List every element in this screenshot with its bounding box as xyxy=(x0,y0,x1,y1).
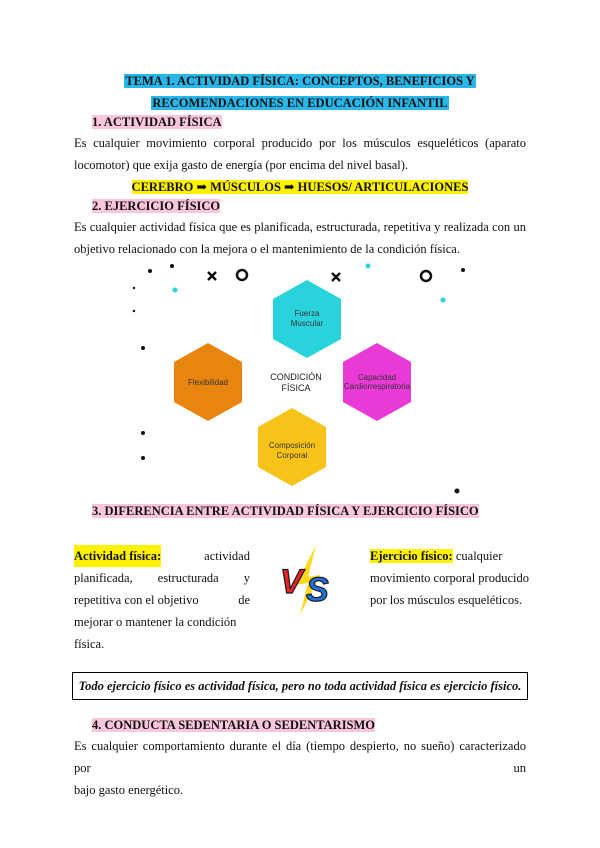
title-line-2: RECOMENDACIONES EN EDUCACIÓN INFANTIL xyxy=(152,96,448,110)
center-label-1: CONDICIÓN xyxy=(270,372,322,382)
section-4-heading: 4. CONDUCTA SEDENTARIA O SEDENTARISMO xyxy=(92,718,376,732)
hex-top-label-2: Muscular xyxy=(290,319,324,328)
dot xyxy=(455,489,460,494)
svg-text:S: S xyxy=(306,571,329,609)
chain-text: CEREBRO ➡ MÚSCULOS ➡ HUESOS/ ARTICULACIONES xyxy=(131,180,469,194)
section-1-heading: 1. ACTIVIDAD FÍSICA xyxy=(92,115,222,129)
dot xyxy=(141,431,145,435)
conclusion-text: Todo ejercicio físico es actividad física, pero no toda actividad física es ejercicio físico. xyxy=(78,679,522,693)
section-4-paragraph xyxy=(74,735,526,801)
dot xyxy=(461,268,465,272)
ring-icon xyxy=(237,270,247,280)
cross-icon xyxy=(208,272,216,280)
cross-icon xyxy=(332,273,340,281)
hex-right-label-2: Cardiorrespiratoria xyxy=(343,382,411,391)
chain-line xyxy=(0,176,600,198)
section-4-line-2: bajo gasto energético. xyxy=(74,783,184,797)
diagram-svg xyxy=(130,258,470,498)
ejercicio-fisico-label: Ejercicio físico: xyxy=(370,549,453,563)
vs-icon xyxy=(278,545,344,615)
section-3-heading: 3. DIFERENCIA ENTRE ACTIVIDAD FÍSICA Y EJERCICIO FÍSICO xyxy=(92,504,479,518)
dot xyxy=(133,310,135,312)
dot xyxy=(141,456,145,460)
section-1-line-2: locomotor) que exija gasto de energía (por encima del nivel basal). xyxy=(74,158,409,172)
section-1-paragraph xyxy=(74,132,526,176)
ejercicio-fisico-definition: Ejercicio físico: cualquier movimiento corporal producido por los músculos esqueléticos. xyxy=(370,549,529,607)
dot xyxy=(366,264,371,269)
section-4-line-1: Es cualquier comportamiento durante el día (tiempo despierto, no sueño) caracterizado por un xyxy=(74,739,526,775)
dot xyxy=(170,264,174,268)
dot xyxy=(173,288,178,293)
ring-icon xyxy=(421,271,431,281)
hex-left-label: Flexibilidad xyxy=(187,378,229,387)
hex-bottom-label-1: Composición xyxy=(268,441,316,450)
actividad-fisica-definition: Actividad física: actividad planificada, estructurada y repetitiva con el objetivo de mejorar o mantener la condición física. xyxy=(74,545,250,655)
svg-text:V: V xyxy=(280,563,303,601)
section-2-line-1: Es cualquier actividad física que es planificada, estructurada, repetitiva y realizada con un xyxy=(74,220,526,234)
conclusion-box xyxy=(72,672,528,700)
title-line-1: TEMA 1. ACTIVIDAD FÍSICA: CONCEPTOS, BENEFICIOS Y xyxy=(125,74,475,88)
center-label-2: FÍSICA xyxy=(281,383,311,393)
hex-top-label-1: Fuerza xyxy=(294,309,320,318)
hex-right-label-1: Capacidad xyxy=(357,373,397,382)
actividad-fisica-label: Actividad física: xyxy=(74,545,161,567)
dot xyxy=(441,298,446,303)
section-2-paragraph xyxy=(74,216,526,260)
dot xyxy=(141,346,145,350)
dot xyxy=(148,269,152,273)
hex-bottom-label-2: Corporal xyxy=(276,451,308,460)
dot xyxy=(133,287,135,289)
section-1-line-1: Es cualquier movimiento corporal producido por los músculos esqueléticos (aparato xyxy=(74,136,526,150)
condicion-fisica-diagram xyxy=(130,258,470,498)
section-2-line-2: objetivo relacionado con la mejora o el mantenimiento de la condición física. xyxy=(74,242,460,256)
document-title xyxy=(0,70,600,114)
section-2-heading: 2. EJERCICIO FÍSICO xyxy=(92,199,221,213)
